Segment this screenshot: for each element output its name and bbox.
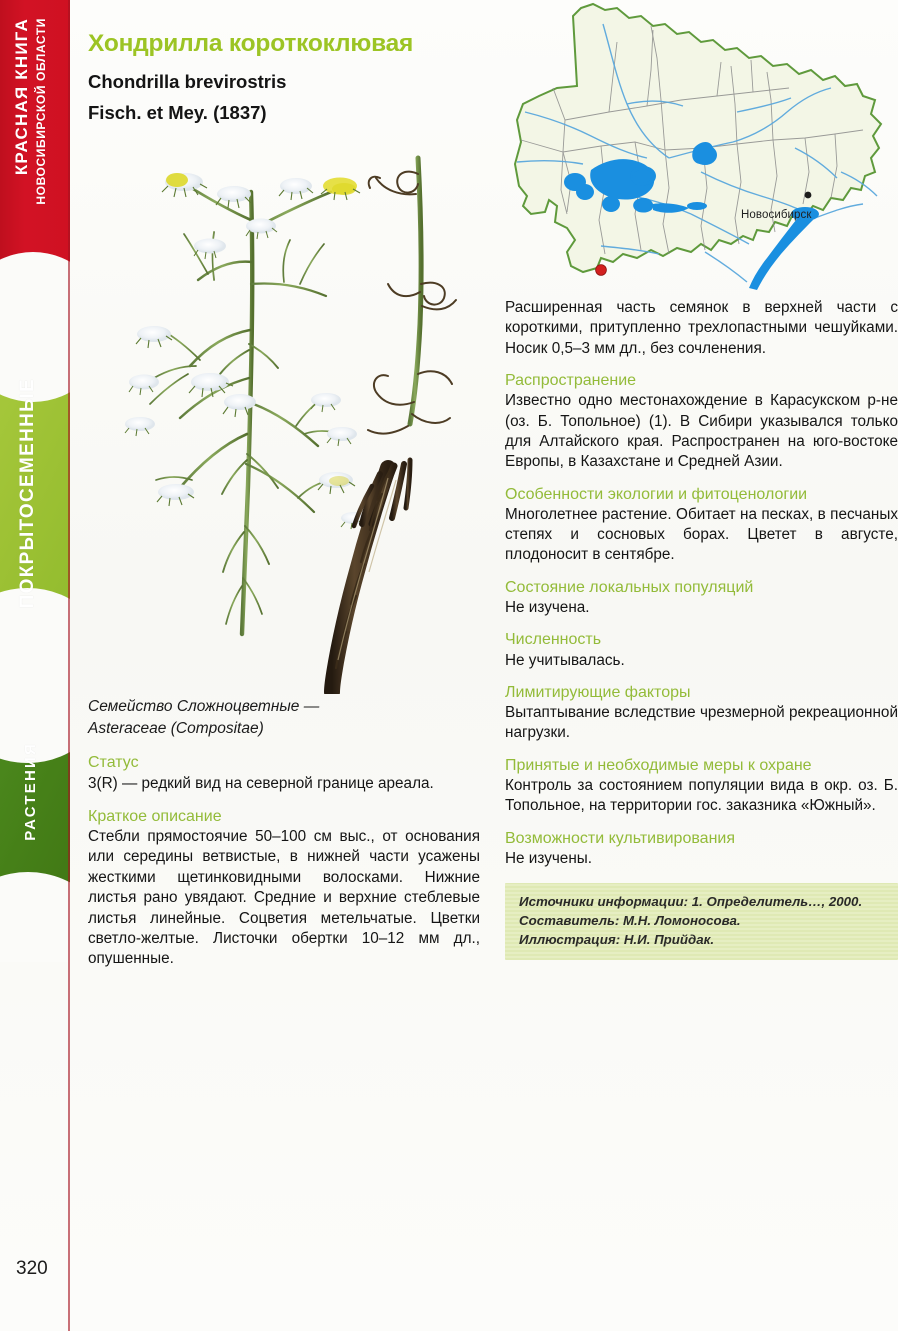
- heading-distribution: Распространение: [505, 372, 637, 390]
- sidebar-divider-bottom: [0, 872, 70, 962]
- sidebar-tab-bar: [0, 0, 70, 962]
- text-description: Стебли прямостоячие 50–100 см выс., от основания или середины ветвистые, в нижней части усажены жесткими щетинковидными волосками. Нижние листья рано увядают. Средние и верхние стеблевые листья линейные. Соцветия метельчатые. Цветки светло-желтые. Листочки обертки 10–12 мм дл., опушенные.: [88, 828, 480, 968]
- sources-line: Источники информации: 1. Определитель…, 2000.: [519, 894, 863, 910]
- oblast-outline: [515, 4, 881, 272]
- heading-abundance: Численность: [505, 631, 602, 649]
- margin-rule: [68, 0, 70, 1331]
- map-city-label: Новосибирск: [741, 209, 812, 221]
- species-name-russian: Хондрилла короткоклювая: [88, 30, 414, 57]
- page-number: 320: [16, 1258, 48, 1279]
- species-title-block: [88, 0, 480, 124]
- text-local-populations: Не изучена.: [505, 599, 590, 616]
- heading-status: Статус: [88, 754, 139, 772]
- city-marker-novosibirsk: [805, 192, 812, 199]
- botanical-illustration: [88, 134, 480, 694]
- text-limiting-factors: Вытаптывание вследствие чрезмерной рекреационной нагрузки.: [505, 704, 898, 742]
- sidebar-book-title: КРАСНАЯ КНИГА: [12, 18, 31, 176]
- text-protection-measures: Контроль за состоянием популяции вида в окр. оз. Б. Топольное, на территории гос. заказника «Южный».: [505, 776, 898, 815]
- compiler-line: Составитель: М.Н. Ломоносова.: [519, 913, 741, 929]
- family-line-2: Asteraceae (Compositae): [88, 720, 264, 738]
- species-name-latin: Chondrilla brevirostris: [88, 71, 287, 93]
- heading-protection-measures: Принятые и необходимые меры к охране: [505, 756, 812, 774]
- text-seed-description: Расширенная часть семянок в верхней части с короткими, притупленно трехлопастными чешуйками. Носик 0,5–3 мм дл., без сочленения.: [505, 299, 898, 357]
- text-cultivation: Не изучены.: [505, 849, 593, 867]
- illustrator-line: Иллюстрация: Н.И. Прийдак.: [519, 932, 715, 948]
- heading-ecology: Особенности экологии и фитоценологии: [505, 485, 808, 503]
- right-column: [505, 0, 898, 960]
- text-abundance: Не учитывалась.: [505, 651, 625, 669]
- heading-local-populations: Состояние локальных популяций: [505, 578, 754, 596]
- left-column: [88, 0, 480, 970]
- sidebar-book-subtitle: НОВОСИБИРСКОЙ ОБЛАСТИ: [34, 18, 48, 205]
- heading-description: Краткое описание: [88, 807, 222, 825]
- heading-cultivation: Возможности культивирования: [505, 829, 735, 847]
- heading-limiting-factors: Лимитирующие факторы: [505, 683, 691, 701]
- distribution-map: [505, 0, 898, 292]
- family-caption: [88, 696, 480, 740]
- text-distribution: Известно одно местонахождение в Карасукском р-не (оз. Б. Топольное) (1). В Сибири указывался только для Алтайского края. Распространен на юго-востоке Европы, в Казахстане и Средней Азии.: [505, 392, 898, 471]
- sources-box: [505, 883, 898, 959]
- sidebar-section-angiosperms: ПОКРЫТОСЕМЕННЫЕ: [17, 378, 38, 609]
- occurrence-marker: [596, 265, 607, 276]
- species-author-year: Fisch. et Mey. (1837): [88, 102, 267, 124]
- content-area: [88, 0, 898, 1331]
- text-ecology: Многолетнее растение. Обитает на песках, в песчаных степях и сосновых борах. Цветет в августе, плодоносит в сентябре.: [505, 505, 898, 564]
- text-status: 3(R) — редкий вид на северной границе ареала.: [88, 774, 434, 792]
- family-line-1: Семейство Сложноцветные —: [88, 698, 320, 716]
- sidebar-section-plants: РАСТЕНИЯ: [22, 742, 39, 841]
- sidebar-divider-green-dark: [0, 588, 70, 763]
